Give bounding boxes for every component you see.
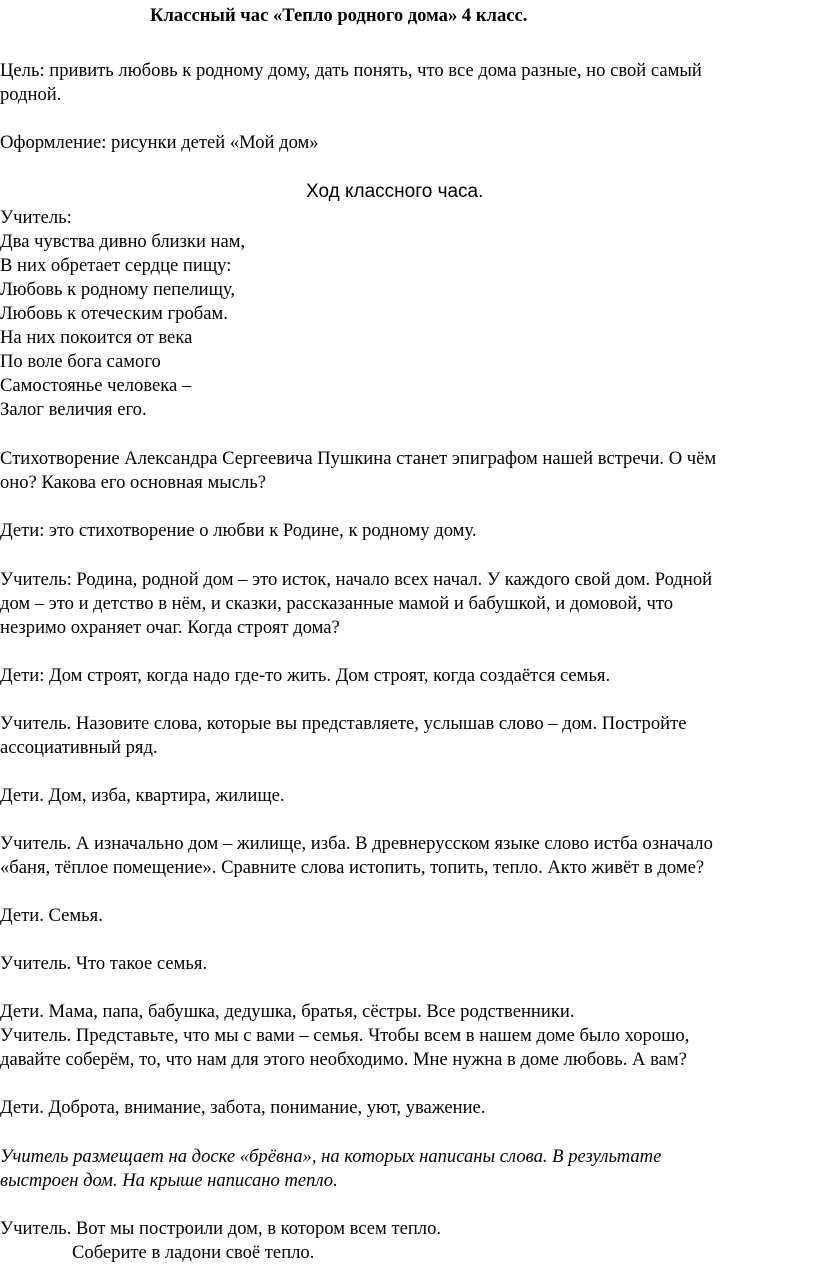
stage-direction-line: выстроен дом. На крыше написано тепло. bbox=[0, 1170, 338, 1191]
poem-line: Самостоянье человека – bbox=[0, 375, 192, 396]
poem-line: По воле бога самого bbox=[0, 351, 161, 372]
paragraph-line: Учитель. Назовите слова, которые вы представляете, услышав слово – дом. Постройте bbox=[0, 713, 687, 734]
poem-line: В них обретает сердце пищу: bbox=[0, 255, 232, 276]
paragraph-line: Стихотворение Александра Сергеевича Пушкина станет эпиграфом нашей встречи. О чём bbox=[0, 448, 717, 469]
poem-line: Учитель: bbox=[0, 207, 72, 228]
paragraph-line: Учитель: Родина, родной дом – это исток, начало всех начал. У каждого свой дом. Родной bbox=[0, 569, 713, 590]
paragraph-line: Дети: Дом строят, когда надо где-то жить. Дом строят, когда создаётся семья. bbox=[0, 665, 611, 686]
paragraph-line: Дети. Мама, папа, бабушка, дедушка, братья, сёстры. Все родственники. bbox=[0, 1001, 575, 1022]
paragraph-line: Дети. Доброта, внимание, забота, понимание, уют, уважение. bbox=[0, 1097, 486, 1118]
section-heading: Ход классного часа. bbox=[306, 181, 484, 202]
paragraph-line: «баня, тёплое помещение». Сравните слова истопить, топить, тепло. Акто живёт в доме? bbox=[0, 857, 705, 878]
poem-line: Любовь к родному пепелищу, bbox=[0, 279, 236, 300]
paragraph-line: ассоциативный ряд. bbox=[0, 737, 158, 758]
paragraph-line: оно? Какова его основная мысль? bbox=[0, 472, 267, 493]
document-title: Классный час «Тепло родного дома» 4 класс. bbox=[150, 5, 528, 26]
paragraph-line: Дети. Дом, изба, квартира, жилище. bbox=[0, 785, 285, 806]
paragraph-line: Учитель. А изначально дом – жилище, изба. В древнерусском языке слово истба означало bbox=[0, 833, 713, 854]
closing-line: Соберите в ладони своё тепло. bbox=[72, 1242, 315, 1263]
paragraph-line: дом – это и детство в нём, и сказки, рассказанные мамой и бабушкой, и домовой, что bbox=[0, 593, 673, 614]
poem-line: Любовь к отеческим гробам. bbox=[0, 303, 228, 324]
paragraph-line: незримо охраняет очаг. Когда строят дома? bbox=[0, 617, 340, 638]
paragraph-line: Дети: это стихотворение о любви к Родине, к родному дому. bbox=[0, 520, 477, 541]
paragraph-line: Учитель. Представьте, что мы с вами – семья. Чтобы всем в нашем доме было хорошо, bbox=[0, 1025, 690, 1046]
paragraph-line: Учитель. Что такое семья. bbox=[0, 953, 208, 974]
goal-line-2: родной. bbox=[0, 84, 62, 105]
poem-line: На них покоится от века bbox=[0, 327, 193, 348]
poem-line: Два чувства дивно близки нам, bbox=[0, 231, 246, 252]
decoration-line: Оформление: рисунки детей «Мой дом» bbox=[0, 132, 319, 153]
closing-line: Учитель. Вот мы построили дом, в котором всем тепло. bbox=[0, 1218, 442, 1239]
paragraph-line: давайте соберём, то, что нам для этого необходимо. Мне нужна в доме любовь. А вам? bbox=[0, 1049, 687, 1070]
goal-line-1: Цель: привить любовь к родному дому, дать понять, что все дома разные, но свой самый bbox=[0, 60, 702, 81]
poem-line: Залог величия его. bbox=[0, 399, 147, 420]
paragraph-line: Дети. Семья. bbox=[0, 905, 103, 926]
stage-direction-line: Учитель размещает на доске «брёвна», на которых написаны слова. В результате bbox=[0, 1146, 662, 1167]
